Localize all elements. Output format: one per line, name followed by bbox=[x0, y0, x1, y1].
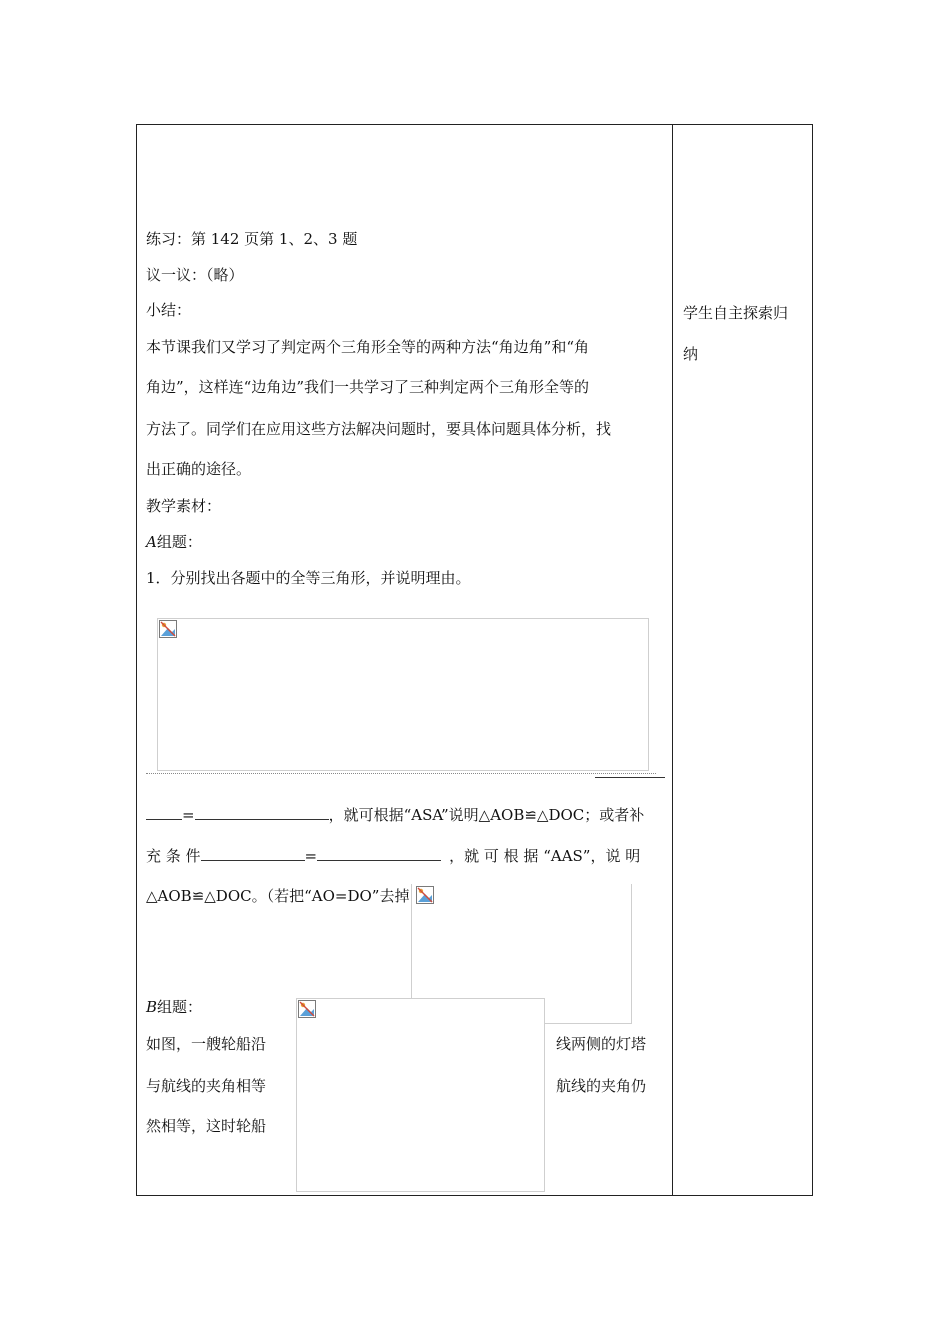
broken-image-icon bbox=[298, 1000, 316, 1018]
figure-a-image bbox=[157, 618, 649, 771]
b-line-1-right: 线两侧的灯塔 bbox=[556, 1035, 647, 1053]
clipped-text-row bbox=[146, 773, 656, 781]
broken-image-icon bbox=[416, 886, 434, 904]
b-line-2-right: 航线的夹角仍 bbox=[556, 1077, 647, 1095]
summary-line-2: 角边”，这样连“边角边”我们一共学习了三种判定两个三角形全等的 bbox=[146, 378, 590, 396]
group-b-heading: B组题： bbox=[146, 998, 203, 1016]
b-line-1-left: 如图，一艘轮船沿 bbox=[146, 1035, 267, 1053]
b-line-3-left: 然相等，这时轮船 bbox=[146, 1117, 267, 1135]
broken-image-icon bbox=[159, 620, 177, 638]
discuss-line: 议一议：（略） bbox=[146, 266, 244, 284]
right-column-line-1: 学生自主探索归 bbox=[683, 304, 789, 322]
question-1: 1．分别找出各题中的全等三角形，并说明理由。 bbox=[146, 569, 471, 587]
group-a-heading: A组题： bbox=[146, 533, 202, 551]
fill-line-1: = ，就可根据“ASA”说明△AOB≌△DOC；或者补 bbox=[146, 805, 644, 825]
blank-continuation bbox=[595, 777, 665, 778]
fill-line-3a: △AOB≌△DOC。（若把“AO=DO”去掉 bbox=[146, 887, 410, 905]
summary-title: 小结： bbox=[146, 301, 192, 319]
fill-line-2: 充 条 件 = ，就 可 根 据 “AAS”，说 明 bbox=[146, 847, 641, 865]
figure-c-image bbox=[296, 998, 545, 1192]
practice-line: 练习：第 142 页第 1、2、3 题 bbox=[146, 230, 358, 248]
column-divider bbox=[672, 124, 673, 1196]
materials-heading: 教学素材： bbox=[146, 497, 222, 515]
summary-line-3: 方法了。同学们在应用这些方法解决问题时，要具体问题具体分析，找 bbox=[146, 420, 612, 438]
b-line-2-left: 与航线的夹角相等 bbox=[146, 1077, 267, 1095]
right-column-line-2: 纳 bbox=[683, 345, 699, 363]
summary-line-1: 本节课我们又学习了判定两个三角形全等的两种方法“角边角”和“角 bbox=[146, 338, 590, 356]
summary-line-4: 出正确的途径。 bbox=[146, 460, 252, 478]
